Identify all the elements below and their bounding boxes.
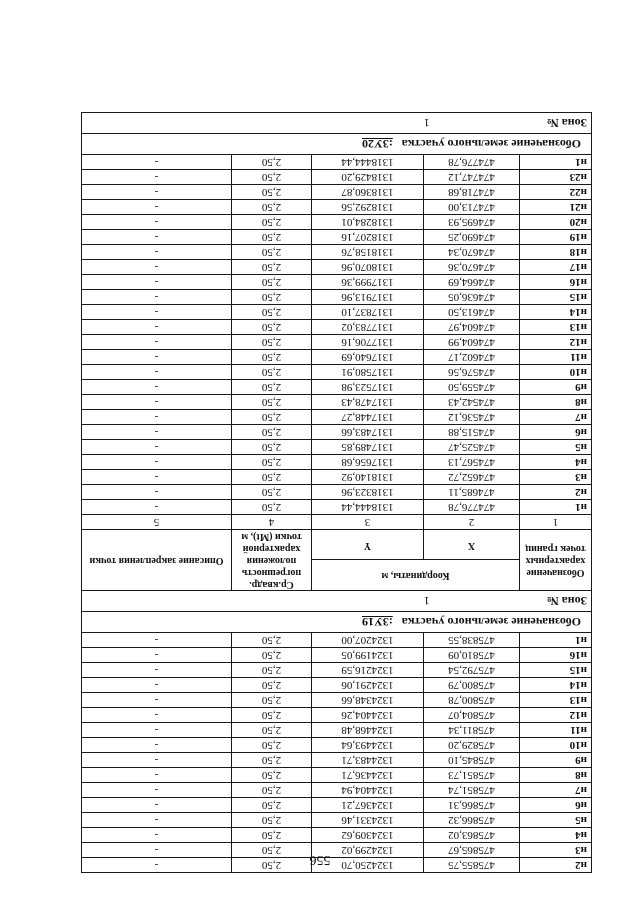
fixing-description: - [82,813,232,828]
coord-y: 1324404,26 [312,708,424,723]
point-name: н14 [520,678,592,693]
coord-x: 475855,75 [424,858,520,873]
coord-y: 1324468,48 [312,723,424,738]
mt-value: 2,50 [232,678,312,693]
mt-value: 2,50 [232,663,312,678]
fixing-description: - [82,633,232,648]
coord-y: 1318158,76 [312,245,424,260]
point-name: н5 [520,440,592,455]
mt-value: 2,50 [232,350,312,365]
coord-x: 475865,67 [424,843,520,858]
fixing-description: - [82,828,232,843]
coord-y: 1318070,96 [312,260,424,275]
fixing-description: - [82,843,232,858]
coord-y: 1318444,44 [312,155,424,170]
mt-value: 2,50 [232,425,312,440]
table-row [82,648,592,663]
header-x: X [424,530,520,561]
coord-x: 474567,13 [424,455,520,470]
coord-y: 1317478,43 [312,395,424,410]
table-row [82,470,592,485]
fixing-description: - [82,768,232,783]
mt-value: 2,50 [232,170,312,185]
header-mt: Ср.квадр. погрешность положения характерной точки (Mt), м [232,530,312,591]
coord-x: 474525,47 [424,440,520,455]
coord-x: 474636,05 [424,290,520,305]
cadastral-label: Обозначение земельного участка [401,615,581,629]
coord-x: 474718,68 [424,185,520,200]
table-row [82,663,592,678]
fixing-description: - [82,305,232,320]
mt-value: 2,50 [232,215,312,230]
coord-x: 474670,34 [424,245,520,260]
point-name: н12 [520,708,592,723]
table-row [82,678,592,693]
mt-value: 2,50 [232,455,312,470]
table-row [82,500,592,515]
coord-x: 475792,54 [424,663,520,678]
point-name: н15 [520,290,592,305]
point-name: н21 [520,200,592,215]
fixing-description: - [82,678,232,693]
table-row [82,693,592,708]
fixing-description: - [82,470,232,485]
table-row [82,455,592,470]
table-row [82,813,592,828]
fixing-description: - [82,440,232,455]
point-name: н3 [520,843,592,858]
plot-b-header [82,515,592,633]
coord-y: 1318140,92 [312,470,424,485]
coord-x: 474604,97 [424,320,520,335]
coord-y: 1317580,91 [312,365,424,380]
table-row [82,185,592,200]
point-name: н10 [520,738,592,753]
point-name: н4 [520,455,592,470]
table-row [82,425,592,440]
fixing-description: - [82,185,232,200]
fixing-description: - [82,215,232,230]
fixing-description: - [82,380,232,395]
table-header-row [82,560,592,591]
coord-y: 1324250,70 [312,858,424,873]
column-number: 2 [424,515,520,530]
table-row [82,738,592,753]
table-row [82,753,592,768]
fixing-description: - [82,485,232,500]
coord-y: 1317448,27 [312,410,424,425]
coord-y: 1324367,21 [312,798,424,813]
fixing-description: - [82,395,232,410]
table-row [82,275,592,290]
zone-cell [82,591,592,612]
coord-y: 1324216,59 [312,663,424,678]
mt-value: 2,50 [232,693,312,708]
table-row [82,380,592,395]
point-name: н18 [520,245,592,260]
table-row [82,798,592,813]
cadastral-code: :3У19 [361,615,393,629]
fixing-description: - [82,365,232,380]
plot-a-rows [82,633,592,873]
point-name: н16 [520,275,592,290]
header-point-name: Обозначение характерных точек границ [520,530,592,591]
coord-x: 475800,78 [424,693,520,708]
table-row [82,170,592,185]
coord-y: 1317640,69 [312,350,424,365]
table-row [82,485,592,500]
mt-value: 2,50 [232,858,312,873]
header-description: Описание закрепления точки [82,530,232,591]
mt-value: 2,50 [232,470,312,485]
mt-value: 2,50 [232,648,312,663]
coord-y: 1324348,66 [312,693,424,708]
fixing-description: - [82,425,232,440]
coord-x: 474559,50 [424,380,520,395]
coord-y: 1318429,20 [312,170,424,185]
point-name: н10 [520,365,592,380]
mt-value: 2,50 [232,813,312,828]
coord-x: 474613,50 [424,305,520,320]
fixing-description: - [82,230,232,245]
mt-value: 2,50 [232,828,312,843]
mt-value: 2,50 [232,500,312,515]
mt-value: 2,50 [232,260,312,275]
coord-x: 474515,88 [424,425,520,440]
coord-y: 1318284,01 [312,215,424,230]
point-name: н14 [520,305,592,320]
coord-y: 1318360,87 [312,185,424,200]
coord-x: 474713,00 [424,200,520,215]
fixing-description: - [82,648,232,663]
mt-value: 2,50 [232,245,312,260]
coord-x: 474542,43 [424,395,520,410]
coord-y: 1317999,36 [312,275,424,290]
coord-x: 474685,11 [424,485,520,500]
coord-x: 474690,25 [424,230,520,245]
coord-y: 1317489,85 [312,440,424,455]
point-name: н8 [520,768,592,783]
coordinates-sheet [82,112,592,873]
fixing-description: - [82,693,232,708]
coord-x: 474695,93 [424,215,520,230]
coord-y: 1317783,02 [312,320,424,335]
mt-value: 2,50 [232,440,312,455]
fixing-description: - [82,335,232,350]
point-name: н6 [520,798,592,813]
fixing-description: - [82,260,232,275]
coord-x: 474604,99 [424,335,520,350]
coord-y: 1324483,71 [312,753,424,768]
coord-x: 475866,32 [424,813,520,828]
coord-y: 1318444,44 [312,500,424,515]
fixing-description: - [82,783,232,798]
fixing-description: - [82,738,232,753]
coord-y: 1324493,64 [312,738,424,753]
table-row [82,828,592,843]
fixing-description: - [82,663,232,678]
table-row [82,395,592,410]
mt-value: 2,50 [232,305,312,320]
table-row [82,350,592,365]
point-name: н3 [520,470,592,485]
fixing-description: - [82,455,232,470]
point-name: н9 [520,380,592,395]
table-row [82,200,592,215]
mt-value: 2,50 [232,708,312,723]
mt-value: 2,50 [232,185,312,200]
point-name: н20 [520,215,592,230]
point-name: н5 [520,813,592,828]
point-name: н11 [520,723,592,738]
coord-x: 475811,34 [424,723,520,738]
fixing-description: - [82,350,232,365]
point-name: н11 [520,350,592,365]
mt-value: 2,50 [232,798,312,813]
cadastral-code: :3У20 [361,137,393,151]
table-row [82,305,592,320]
point-name: н16 [520,648,592,663]
table-row [82,843,592,858]
zone-label: Зона № [546,594,587,608]
fixing-description: - [82,320,232,335]
mt-value: 2,50 [232,753,312,768]
zone-label: Зона № [546,116,587,130]
table-row [82,335,592,350]
zone-value: 1 [423,594,430,608]
coord-y: 1318207,16 [312,230,424,245]
point-name: н4 [520,828,592,843]
mt-value: 2,50 [232,768,312,783]
zone-value: 1 [423,116,430,130]
point-name: н1 [520,633,592,648]
coordinates-table [81,112,592,873]
coord-x: 475800,79 [424,678,520,693]
point-name: н7 [520,783,592,798]
mt-value: 2,50 [232,395,312,410]
table-row [82,410,592,425]
cadastral-title [82,612,592,633]
coord-y: 1324404,94 [312,783,424,798]
mt-value: 2,50 [232,843,312,858]
fixing-description: - [82,170,232,185]
cadastral-row [82,134,592,155]
fixing-description: - [82,798,232,813]
coord-x: 474576,56 [424,365,520,380]
point-name: н1 [520,155,592,170]
fixing-description: - [82,500,232,515]
cadastral-title [82,134,592,155]
column-number: 4 [232,515,312,530]
fixing-description: - [82,155,232,170]
column-numbers-row [82,515,592,530]
table-row [82,245,592,260]
fixing-description: - [82,723,232,738]
coord-y: 1318292,56 [312,200,424,215]
coord-x: 474664,69 [424,275,520,290]
fixing-description: - [82,858,232,873]
table-row [82,633,592,648]
mt-value: 2,50 [232,485,312,500]
coord-x: 475810,09 [424,648,520,663]
mt-value: 2,50 [232,290,312,305]
coord-y: 1317913,96 [312,290,424,305]
coord-x: 475838,55 [424,633,520,648]
coord-y: 1324331,46 [312,813,424,828]
coord-x: 474536,12 [424,410,520,425]
mt-value: 2,50 [232,155,312,170]
point-name: н19 [520,230,592,245]
fixing-description: - [82,275,232,290]
coord-x: 475851,73 [424,768,520,783]
table-row [82,723,592,738]
fixing-description: - [82,410,232,425]
mt-value: 2,50 [232,320,312,335]
table-row [82,290,592,305]
coord-y: 1324436,71 [312,768,424,783]
zone-cell [82,113,592,134]
coord-y: 1317706,16 [312,335,424,350]
mt-value: 2,50 [232,200,312,215]
fixing-description: - [82,753,232,768]
point-name: н12 [520,335,592,350]
coord-x: 475829,20 [424,738,520,753]
point-name: н9 [520,753,592,768]
page-number: 556 [309,852,331,867]
point-name: н15 [520,663,592,678]
coord-x: 474670,36 [424,260,520,275]
column-number: 3 [312,515,424,530]
table-row [82,215,592,230]
zone-row [82,113,592,134]
table-row [82,230,592,245]
coord-y: 1317837,10 [312,305,424,320]
fixing-description: - [82,245,232,260]
fixing-description: - [82,200,232,215]
mt-value: 2,50 [232,380,312,395]
cadastral-label: Обозначение земельного участка [401,137,581,151]
coord-x: 474776,78 [424,155,520,170]
point-name: н22 [520,185,592,200]
column-number: 5 [82,515,232,530]
mt-value: 2,50 [232,633,312,648]
coord-y: 1324309,62 [312,828,424,843]
coord-y: 1317656,68 [312,455,424,470]
coord-x: 474602,17 [424,350,520,365]
point-name: н7 [520,410,592,425]
table-row [82,365,592,380]
plot-b-footer [82,113,592,155]
coord-y: 1324207,00 [312,633,424,648]
fixing-description: - [82,290,232,305]
coord-y: 1324299,02 [312,843,424,858]
coord-x: 474652,72 [424,470,520,485]
point-name: н13 [520,693,592,708]
table-row [82,155,592,170]
coord-x: 474747,12 [424,170,520,185]
table-row [82,768,592,783]
coord-x: 475863,02 [424,828,520,843]
header-y: Y [312,530,424,561]
point-name: н8 [520,395,592,410]
mt-value: 2,50 [232,410,312,425]
table-row [82,320,592,335]
coord-x: 475845,10 [424,753,520,768]
coord-y: 1318323,96 [312,485,424,500]
table-row [82,708,592,723]
mt-value: 2,50 [232,723,312,738]
mt-value: 2,50 [232,783,312,798]
table-row [82,858,592,873]
point-name: н6 [520,425,592,440]
table-row [82,783,592,798]
mt-value: 2,50 [232,738,312,753]
table-row [82,440,592,455]
point-name: н13 [520,320,592,335]
mt-value: 2,50 [232,275,312,290]
point-name: н2 [520,485,592,500]
cadastral-row [82,612,592,633]
mt-value: 2,50 [232,365,312,380]
coord-x: 475804,07 [424,708,520,723]
coord-y: 1317523,98 [312,380,424,395]
point-name: н1 [520,500,592,515]
coord-y: 1324199,05 [312,648,424,663]
table-row [82,260,592,275]
plot-b-rows [82,155,592,515]
zone-row [82,591,592,612]
coord-x: 474776,78 [424,500,520,515]
coord-y: 1317483,66 [312,425,424,440]
point-name: н17 [520,260,592,275]
point-name: н2 [520,858,592,873]
column-number: 1 [520,515,592,530]
coord-y: 1324291,06 [312,678,424,693]
mt-value: 2,50 [232,230,312,245]
coord-x: 475866,31 [424,798,520,813]
coord-x: 475851,74 [424,783,520,798]
point-name: н23 [520,170,592,185]
fixing-description: - [82,708,232,723]
header-coordinates: Координаты, м [312,560,520,591]
mt-value: 2,50 [232,335,312,350]
